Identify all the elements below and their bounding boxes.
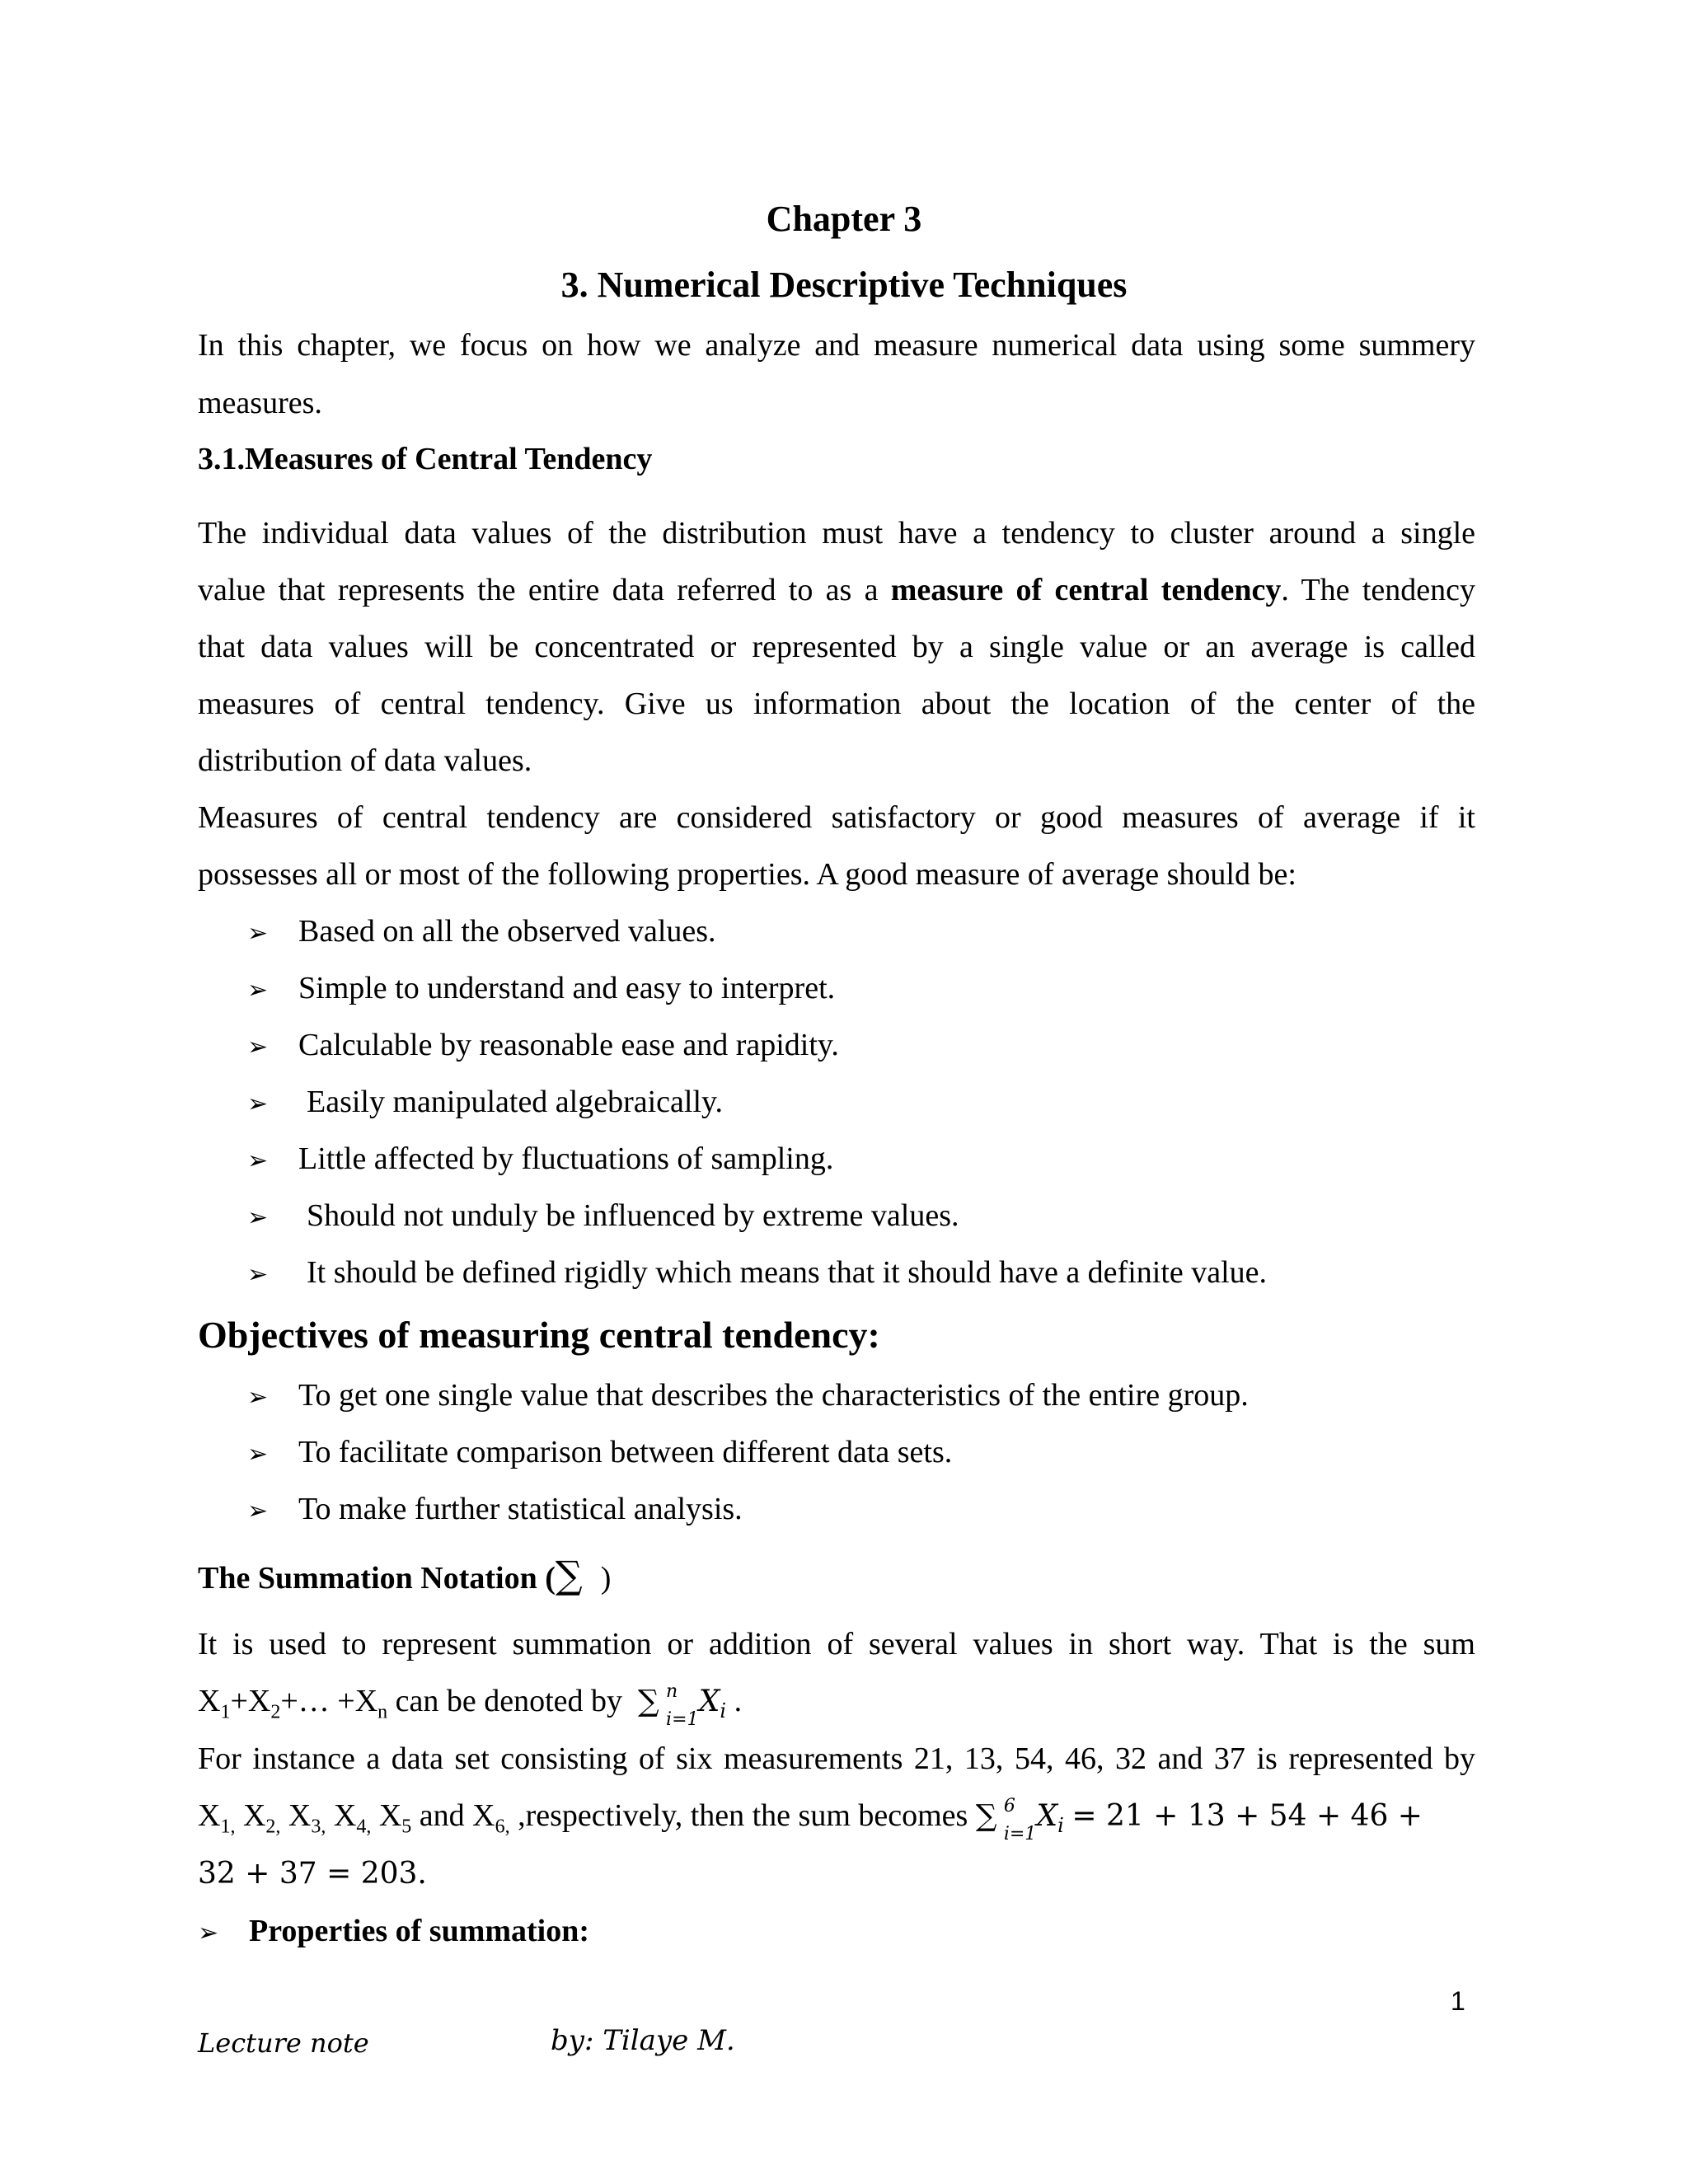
paragraph-1-line-4: measures of central tendency. Give us information about the location of the center of the — [198, 687, 1475, 721]
paragraph-2-line-2: possesses all or most of the following properties. A good measure of average should be: — [198, 857, 1296, 892]
arrow-bullet-icon: ➢ — [247, 1146, 269, 1175]
paragraph-1-line-2: value that represents the entire data referred to as a measure of central tendency. The tendency — [198, 573, 1475, 607]
summation-paragraph-1-line-2: $X_1+X_2+\dots +X_n$ can be denoted by ∑ n i=1 $X_i$ . — [198, 1681, 743, 1730]
arrow-bullet-icon: ➢ — [198, 1919, 219, 1947]
intro-line-2: measures. — [198, 386, 322, 420]
footer-author: by: Tilaye M. — [551, 2024, 735, 2057]
list-item: ➢ Little affected by fluctuations of sampling. — [247, 1140, 833, 1180]
properties-of-summation-heading: ➢ Properties of summation: — [198, 1912, 589, 1952]
chapter-title: Chapter 3 — [766, 199, 922, 239]
list-item: ➢ Based on all the observed values. — [247, 912, 716, 953]
list-item: ➢ To get one single value that describes the characteristics of the entire group. — [247, 1376, 1249, 1417]
summation-symbol: ∑ — [555, 1553, 583, 1597]
summation-paragraph-2-line-1: For instance a data set consisting of six measurements 21, 13, 54, 46, 32 and 37 is represented by — [198, 1741, 1475, 1776]
arrow-bullet-icon: ➢ — [247, 1090, 269, 1118]
list-item: ➢ It should be defined rigidly which means that it should have a definite value. — [247, 1254, 1267, 1294]
arrow-bullet-icon: ➢ — [247, 1497, 269, 1526]
arrow-bullet-icon: ➢ — [247, 1260, 269, 1289]
summation-heading: The Summation Notation (∑ ) — [198, 1553, 612, 1597]
summation-formula: ∑ n i=1 — [638, 1681, 699, 1730]
arrow-bullet-icon: ➢ — [247, 1033, 269, 1062]
list-item: ➢ Should not unduly be influenced by extreme values. — [247, 1197, 959, 1237]
summation-formula: ∑ 6 i=1 — [975, 1796, 1037, 1844]
arrow-bullet-icon: ➢ — [247, 976, 269, 1005]
list-item: ➢ Easily manipulated algebraically. — [247, 1083, 723, 1123]
summation-paragraph-2-line-3: 32 + 37 = 203. — [198, 1857, 427, 1891]
paragraph-2-line-1: Measures of central tendency are considered satisfactory or good measures of average if it — [198, 800, 1475, 835]
arrow-bullet-icon: ➢ — [247, 919, 269, 948]
paragraph-1-line-1: The individual data values of the distribution must have a tendency to cluster around a single — [198, 516, 1475, 551]
list-item: ➢ Calculable by reasonable ease and rapidity. — [247, 1026, 839, 1066]
term-measure-of-central-tendency: measure of central tendency — [890, 573, 1282, 607]
list-item: ➢ To make further statistical analysis. — [247, 1490, 743, 1530]
objectives-heading: Objectives of measuring central tendency: — [198, 1314, 880, 1356]
summation-paragraph-1-line-1: It is used to represent summation or addition of several values in short way. That is the sum — [198, 1627, 1475, 1661]
subsection-title: 3.1.Measures of Central Tendency — [198, 442, 653, 476]
list-item: ➢ To facilitate comparison between different data sets. — [247, 1433, 952, 1474]
intro-line-1: In this chapter, we focus on how we analyze and measure numerical data using some summery — [198, 328, 1475, 363]
arrow-bullet-icon: ➢ — [247, 1440, 269, 1469]
footer-lecture-note: Lecture note — [198, 2027, 369, 2059]
paragraph-1-line-3: that data values will be concentrated or represented by a single value or an average is called — [198, 630, 1475, 664]
arrow-bullet-icon: ➢ — [247, 1203, 269, 1232]
list-item: ➢ Simple to understand and easy to interpret. — [247, 969, 835, 1010]
paragraph-1-line-5: distribution of data values. — [198, 743, 532, 778]
page-number: 1 — [1451, 1986, 1465, 2016]
section-title: 3. Numerical Descriptive Techniques — [560, 265, 1128, 305]
summation-paragraph-2-line-2: $X_{1,}$ $X_{2,}$ $X_{3,}$ $X_{4,}$ $X_5$ and $X_{6,}$ ,respectively, then the sum becomes ∑ 6 i=1 $X_i = 21 + 13 + 54 + 46$ + — [198, 1796, 1423, 1844]
arrow-bullet-icon: ➢ — [247, 1383, 269, 1412]
